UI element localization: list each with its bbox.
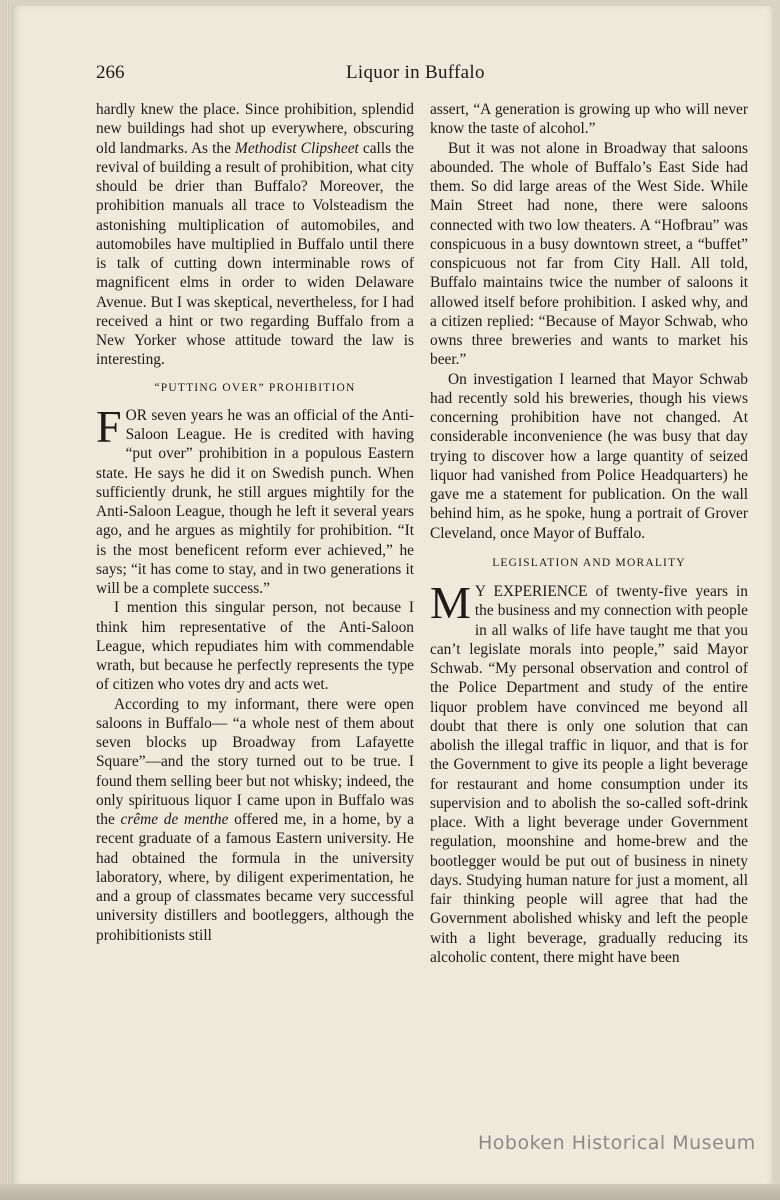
paragraph: assert, “A generation is growing up who will never know the taste of alcohol.” — [430, 101, 748, 138]
page-stack-edge — [0, 0, 12, 1200]
drop-cap: F — [96, 400, 122, 452]
page-header — [96, 62, 752, 88]
section-subheading: “PUTTING OVER” PROHIBITION — [154, 381, 356, 394]
italic-drink-name: crême de menthe — [120, 811, 229, 828]
running-title: Liquor in Buffalo — [346, 62, 485, 83]
italic-publication-title: Methodist Clipsheet — [235, 139, 359, 157]
section-subheading: LEGISLATION AND MORALITY — [492, 556, 686, 569]
paragraph: M Y EXPERIENCE of twenty-five years in the business and my connection with people in all walks of life have taught me that you can’t legislate morals into people,” said Mayor Schwab. “My personal observation and control of the Police Department and study of the entire liquor problem have convinced me beyond all doubt that there is only one solution that can abolish the illegal traffic in liquor, and that is for the Government to give its people a light beverage for restaurant and home consumption under its supervision and to abolish the so-called soft-drink place. With a light beverage under Government regulation, moonshine and home-brew and the bootlegger would be put out of business in ninety days. Studying human nature for just a moment, all fair thinking people will agree that had the Government abolished whisky and left the people with a light beverage, gradually reducing its alcoholic content, there might have been — [430, 577, 748, 966]
museum-watermark: Hoboken Historical Museum — [478, 1132, 756, 1154]
paragraph: hardly knew the place. Since prohibition, splendid new buildings had shot up everywhere, obscuring old landmarks. As the Methodist Clipsheet calls the revival of building a result of prohibition, what city should be drier than Buffalo? Moreover, the prohibition manuals all trace to Volsteadism the astonishing multiplication of automobiles, and automobiles have multiplied in Buffalo until there is talk of cutting down interminable rows of magnificent elms in order to widen Delaware Avenue. But I was skeptical, nevertheless, for I had received a hint or two regarding Buffalo from a New Yorker whose attitude toward the law is interesting. — [96, 101, 414, 369]
scan-bottom-edge — [0, 1184, 780, 1200]
paragraph: I mention this singular person, not because I think him representative of the Anti-Saloon League, which repudiates him with commendable wrath, but because he perfectly represents the type of citizen who votes dry and acts wet. — [96, 599, 414, 694]
right-column — [430, 100, 748, 967]
paragraph: According to my informant, there were open saloons in Buffalo— “a whole nest of them about seven blocks up Broadway from Lafayette Square”—and the story turned out to be true. I found them selling beer but not whisky; indeed, the only spirituous liquor I came upon in Buffalo was the crême de menthe offered me, in a home, by a recent graduate of a famous Eastern university. He had obtained the formula in the university laboratory, where, by diligent experimentation, he and a group of classmates became very successful university distillers and bootleggers, although the prohibitionists still — [96, 695, 414, 944]
paragraph: FOR seven years he was an official of the Anti-Saloon League. He is credited with having “put over” prohibition in a populous Eastern state. He says he did it on Swedish punch. When sufficiently drunk, he still argues mightily for the Anti-Saloon League, though he left it several years ago, and he argues as mightily for prohibition. “It is the most beneficent reform ever achieved,” he says; “it has come to stay, and in two generations it will be a complete success.” — [96, 400, 414, 597]
left-column — [96, 100, 414, 945]
paragraph: But it was not alone in Broadway that saloons abounded. The whole of Buffalo’s East Side had them. So did large areas of the West Side. While Main Street had none, there were saloons connected with two low theaters. A “Hofbrau” was conspicuous in a busy downtown street, a “buffet” conspicuous not far from City Hall. All told, Buffalo maintains twice the number of saloons it allowed itself before prohibition. I asked why, and a citizen replied: “Because of Mayor Schwab, who owns three breweries and wants to market his beer.” — [430, 139, 748, 369]
drop-cap: M — [430, 577, 471, 628]
paragraph: On investigation I learned that Mayor Schwab had recently sold his breweries, though his views concerning prohibition have not changed. At considerable inconvenience (he was busy that day trying to discover how a large quantity of seized liquor had vanished from Police Headquarters) he gave me a statement for publication. On the wall behind him, as he spoke, hung a portrait of Grover Cleveland, once Mayor of Buffalo. — [430, 370, 748, 542]
page-number: 266 — [96, 62, 125, 83]
